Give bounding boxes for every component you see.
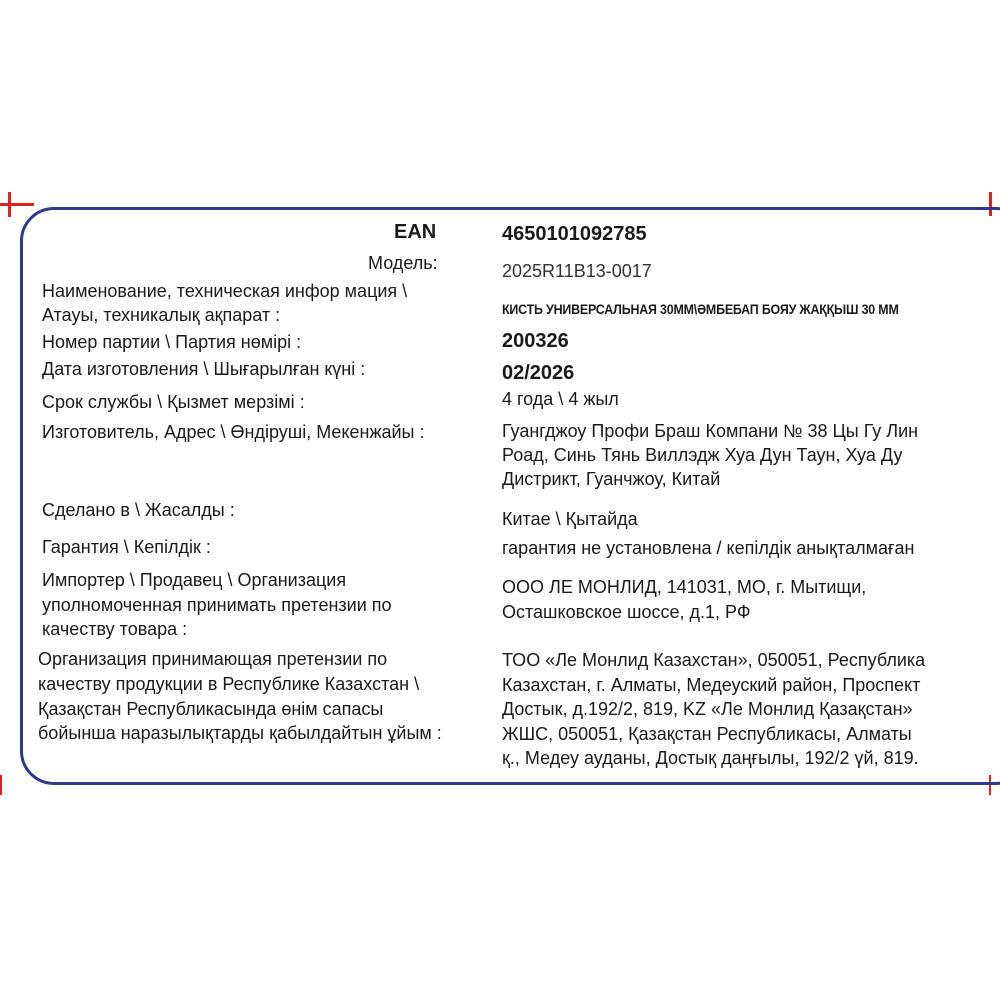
kz-claims-value-line-3: Достык, д.192/2, 819, KZ «Ле Монлид Қазақстан» — [502, 699, 913, 719]
manufacturer-value-line-1: Гуангджоу Профи Браш Компани № 38 Цы Гу Лин — [502, 421, 919, 441]
kz-claims-value-line-2: Казахстан, г. Алматы, Медеуский район, Проспект — [502, 675, 921, 695]
kz-claims-value-line-4: ЖШС, 050051, Қазақстан Республикасы, Алматы — [502, 724, 912, 744]
name-label-line-2: Атауы, техникалық ақпарат : — [42, 305, 281, 325]
made-in-label: Сделано в \ Жасалды : — [42, 500, 235, 520]
kz-claims-label-line-1: Организация принимающая претензии по — [38, 649, 388, 669]
importer-value-line-2: Осташковское шоссе, д.1, РФ — [502, 602, 751, 622]
importer-label-line-2: уполномоченная принимать претензии по — [42, 595, 392, 615]
manufacture-date-value: 02/2026 — [502, 362, 575, 384]
warranty-label: Гарантия \ Кепілдік : — [42, 537, 211, 557]
manufacturer-value-line-3: Дистрикт, Гуанчжоу, Китай — [502, 469, 721, 489]
importer-value-line-1: ООО ЛЕ МОНЛИД, 141031, МО, г. Мытищи, — [502, 577, 867, 597]
service-life-value: 4 года \ 4 жыл — [502, 389, 619, 409]
model-label: Модель: — [368, 253, 438, 273]
crop-mark-bottom-left-v — [0, 775, 2, 795]
service-life-label: Срок службы \ Қызмет мерзімі : — [42, 392, 305, 412]
kz-claims-label-line-2: качеству продукции в Республике Казахстан \ — [38, 674, 420, 694]
kz-claims-value-line-1: ТОО «Ле Монлид Казахстан», 050051, Республика — [502, 650, 926, 670]
manufacturer-value-line-2: Роад, Синь Тянь Виллэдж Хуа Дун Таун, Хуа Ду — [502, 445, 903, 465]
crop-mark-top-left-h — [0, 203, 34, 206]
name-label-line-1: Наименование, техническая инфор мация \ — [42, 281, 408, 301]
kz-claims-value-line-5: қ., Медеу ауданы, Достық даңғылы, 192/2 үй, 819. — [502, 748, 919, 768]
importer-label-line-3: качеству товара : — [42, 619, 188, 639]
model-value: 2025R11B13-0017 — [502, 261, 652, 281]
ean-value: 4650101092785 — [502, 223, 647, 245]
manufacture-date-label: Дата изготовления \ Шығарылған күні : — [42, 359, 366, 379]
batch-value: 200326 — [502, 330, 569, 352]
made-in-value: Китае \ Қытайда — [502, 509, 638, 529]
crop-mark-top-left-v — [8, 192, 11, 217]
manufacturer-label: Изготовитель, Адрес \ Өндіруші, Мекенжайы : — [42, 422, 425, 442]
name-value: КИСТЬ УНИВЕРСАЛЬНАЯ 30ММ\ӘМБЕБАП БОЯУ ЖАҚҚЫШ 30 ММ — [502, 302, 899, 317]
ean-label: EAN — [394, 221, 437, 243]
kz-claims-label-line-4: бойынша наразылықтарды қабылдайтын ұйым : — [38, 723, 442, 743]
importer-label-line-1: Импортер \ Продавец \ Организация — [42, 570, 347, 590]
batch-label: Номер партии \ Партия нөмірі : — [42, 332, 302, 352]
kz-claims-label-line-3: Қазақстан Республикасында өнім сапасы — [38, 699, 384, 719]
warranty-value: гарантия не установлена / кепілдік анықталмаған — [502, 538, 915, 558]
